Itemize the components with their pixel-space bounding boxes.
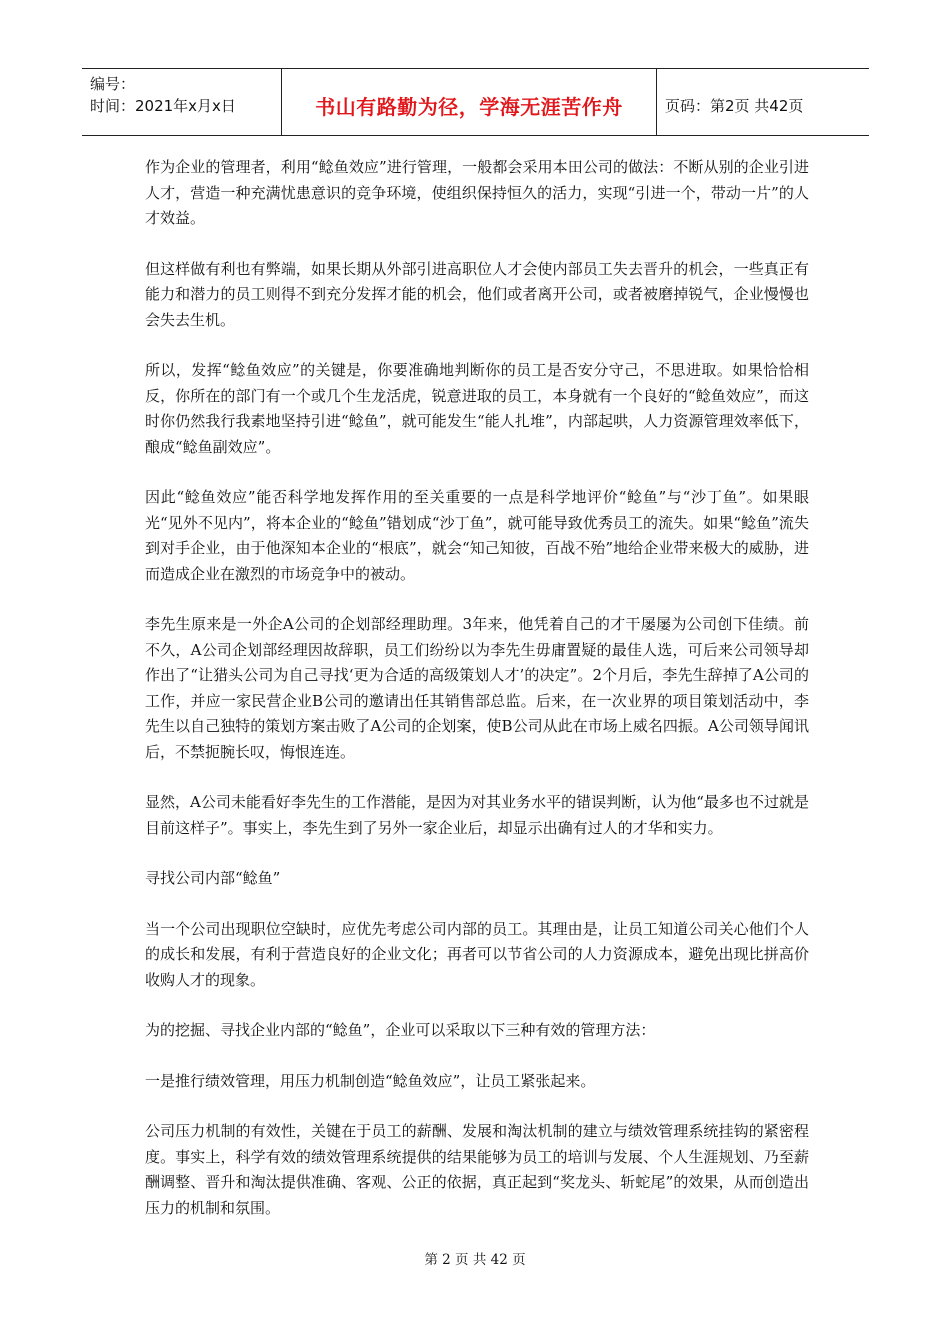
header-meta [82,69,282,135]
document-date-label: 时间：2021年x月x日 [90,97,236,115]
section-heading: 寻找公司内部“鲶鱼” [145,869,281,887]
header-page-number: 页码：第2页 共42页 [665,96,804,115]
paragraph: 当一个公司出现职位空缺时，应优先考虑公司内部的员工。其理由是，让员工知道公司关心他们个人的成长和发展，有利于营造良好的企业文化；再者可以节省公司的人力资源成本，避免出现比拼高价收购人才的现象。 [145,919,809,989]
paragraph: 为的挖掘、寻找企业内部的“鲶鱼”，企业可以采取以下三种有效的管理方法： [145,1021,656,1039]
paragraph: 但这样做有利也有弊端，如果长期从外部引进高职位人才会使内部员工失去晋升的机会，一些真正有能力和潜力的员工则得不到充分发挥才能的机会，他们或者离开公司，或者被磨掉锐气，企业慢慢也会失去生机。 [145,259,809,329]
paragraph: 一是推行绩效管理，用压力机制创造“鲶鱼效应”，让员工紧张起来。 [145,1071,596,1090]
document-body [145,155,809,1246]
paragraph: 显然，A公司未能看好李先生的工作潜能，是因为对其业务水平的错误判断，认为他“最多也不过就是目前这样子”。事实上，李先生到了另外一家企业后，却显示出确有过人的才华和实力。 [145,793,809,837]
header-motto: 书山有路勤为径，学海无涯苦作舟 [282,69,657,135]
page-header [82,68,869,136]
paragraph: 因此“鲶鱼效应”能否科学地发挥作用的至关重要的一点是科学地评价“鲶鱼”与“沙丁鱼”。如果眼光“见外不见内”，将本企业的“鲶鱼”错划成“沙丁鱼”，就可能导致优秀员工的流失。如果“鲶鱼”流失到对手企业，由于他深知本企业的“根底”，就会“知己知彼，百战不殆”地给企业带来极大的威胁，进而造成企业在激烈的市场竞争中的被动。 [145,488,809,583]
paragraph: 作为企业的管理者，利用“鲶鱼效应”进行管理，一般都会采用本田公司的做法：不断从别的企业引进人才，营造一种充满忧患意识的竞争环境，使组织保持恒久的活力，实现“引进一个，带动一片”的人才效益。 [145,158,809,227]
paragraph: 李先生原来是一外企A公司的企划部经理助理。3年来，他凭着自己的才干屡屡为公司创下佳绩。前不久，A公司企划部经理因故辞职，员工们纷纷以为李先生毋庸置疑的最佳人选，可后来公司领导却作出了“让猎头公司为自己寻找‘更为合适的高级策划人才’的决定”。2个月后，李先生辞掉了A公司的工作，并应一家民营企业B公司的邀请出任其销售部总监。后来，在一次业界的项目策划活动中，李先生以自己独特的策划方案击败了A公司的企划案，使B公司从此在市场上威名四振。A公司领导闻讯后，不禁扼腕长叹，悔恨连连。 [145,615,809,761]
paragraph: 公司压力机制的有效性，关键在于员工的薪酬、发展和淘汰机制的建立与绩效管理系统挂钩的紧密程度。事实上，科学有效的绩效管理系统提供的结果能够为员工的培训与发展、个人生涯规划、乃至薪酬调整、晋升和淘汰提供准确、客观、公正的依据，真正起到“奖龙头、斩蛇尾”的效果，从而创造出压力的机制和氛围。 [145,1122,809,1217]
paragraph: 所以，发挥“鲶鱼效应”的关键是，你要准确地判断你的员工是否安分守己，不思进取。如果恰恰相反，你所在的部门有一个或几个生龙活虎，锐意进取的员工，本身就有一个良好的“鲶鱼效应”，而这时你仍然我行我素地坚持引进“鲶鱼”，就可能发生“能人扎堆”，内部起哄，人力资源管理效率低下，酿成“鲶鱼副效应”。 [145,361,809,456]
document-number-label: 编号： [90,75,136,93]
page-footer: 第 2 页 共 42 页 [424,1252,526,1268]
